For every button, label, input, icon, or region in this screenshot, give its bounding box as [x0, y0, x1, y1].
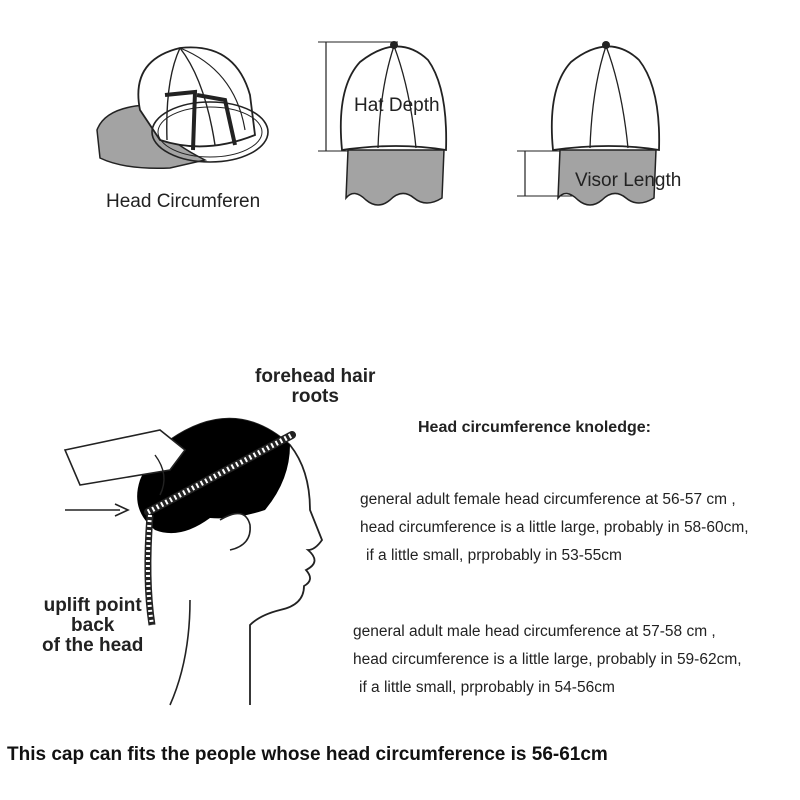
- female-line-3: if a little small, prprobably in 53-55cm: [366, 547, 622, 564]
- female-line-2: head circumference is a little large, probably in 58-60cm,: [360, 519, 749, 536]
- female-line-1: general adult female head circumference at 56-57 cm ,: [360, 491, 736, 508]
- uplift-point-label: uplift point back of the head: [42, 595, 144, 656]
- forehead-hair-roots-label: forehead hair roots: [255, 366, 376, 407]
- male-knowledge-block: [353, 618, 742, 702]
- head-circumference-label: Head Circumferen: [106, 191, 261, 212]
- head-measuring-illustration: [60, 400, 360, 710]
- cap-side-view-illustration: [85, 40, 275, 190]
- fit-range-statement: This cap can fits the people whose head circumference is 56-61cm: [7, 744, 608, 765]
- cap-front-view-hat-depth-illustration: [318, 38, 463, 218]
- visor-length-label: Visor Length: [575, 170, 682, 191]
- female-knowledge-block: [360, 486, 749, 570]
- male-line-1: general adult male head circumference at 57-58 cm ,: [353, 623, 716, 640]
- male-line-2: head circumference is a little large, probably in 59-62cm,: [353, 651, 742, 668]
- knowledge-title: Head circumference knoledge:: [418, 419, 651, 436]
- hat-depth-label: Hat Depth: [354, 95, 440, 116]
- male-line-3: if a little small, prprobably in 54-56cm: [359, 679, 615, 696]
